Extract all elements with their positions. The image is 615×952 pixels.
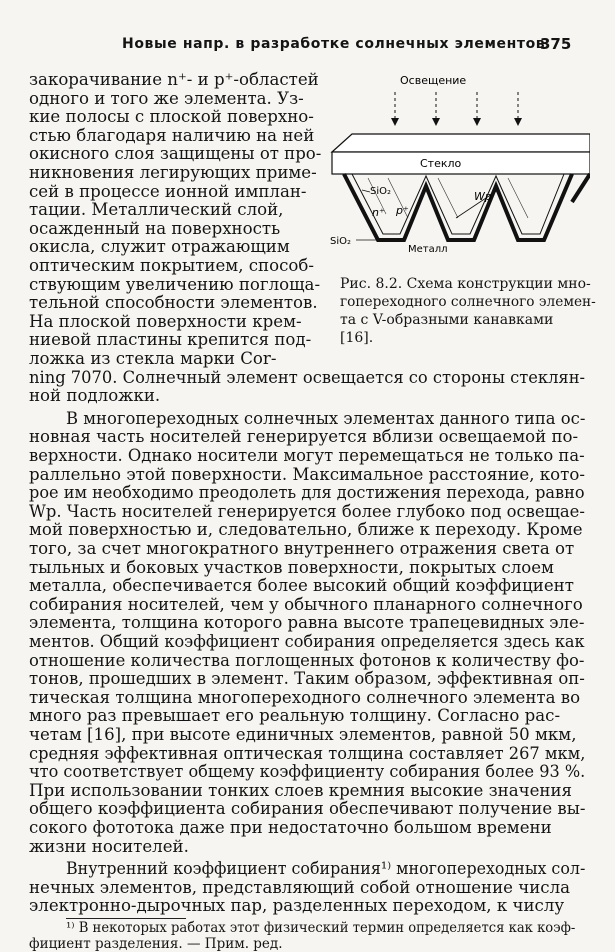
figure-label-p: p⁺ [396,204,409,217]
figure-label-glass: Стекло [420,157,462,170]
figure-diagram [328,68,590,268]
text-line: кие полосы с плоской поверхно- [29,107,314,127]
text-line: нечных элементов, представляющий собой отношение числа [29,877,570,897]
figure-caption-line: [16]. [340,330,374,346]
text-line: рое им необходимо преодолеть для достижения перехода, равно [29,483,585,503]
text-line: стью благодаря наличию на ней [29,125,315,145]
text-line: общего коэффициента собирания обеспечивают получение вы- [29,799,586,819]
text-line: При использовании тонких слоев кремния высокие значения [29,780,573,800]
footnote-line: фициент разделения. — Прим. ред. [29,936,283,952]
metal-edge [572,174,590,202]
footnote-rule [66,918,186,919]
text-line: сей в процессе ионной имплан- [29,181,307,201]
text-line: ложка из стекла марки Cor- [29,349,277,368]
text-line: Wp. Часть носителей генерируется более глубоко под освещае- [29,501,585,521]
figure-caption-line: Рис. 8.2. Схема конструкции мно- [340,276,591,292]
text-line: того, за счет многократного внутреннего отражения света от [29,539,575,558]
text-line: тыльных и боковых участков поверхности, покрытых слоем [29,557,554,577]
light-arrows [395,92,518,120]
footnote-line: ¹⁾ В некоторых работах этот физический термин определяется как коэф- [66,920,576,937]
text-line: ning 7070. Солнечный элемент освещается со стороны стеклян- [29,367,586,387]
oxide-layer [352,174,564,234]
text-line: Внутренний коэффициент собирания¹⁾ многопереходных сол- [66,859,586,879]
text-line: окисного слоя защищены от про- [29,144,322,164]
text-line: тическая толщина многопереходного солнечного элемента во [29,687,581,707]
figure-label-sio2-left: SiO₂ [330,236,352,247]
text-line: собирания носителей, чем у обычного планарного солнечного [29,594,583,614]
text-line: ной подложки. [29,386,161,406]
text-line: мой поверхностью и, следовательно, ближе к переходу. Кроме [29,520,583,540]
text-line: окисла, служит отражающим [29,237,290,257]
figure-caption-line: та с V-образными канавками [340,312,554,328]
arrow-heads [391,118,522,126]
text-line: закорачивание n⁺- и p⁺-областей [29,70,319,89]
text-line: ментов. Общий коэффициент собирания определяется здесь как [29,632,585,651]
text-line: раллельно этой поверхности. Максимальное расстояние, кото- [29,464,585,484]
text-line: сокого фототока даже при недостаточно большом времени [29,818,552,837]
text-line: что соответствует общему коэффициенту собирания более 93 %. [29,762,586,782]
text-line: тонов, прошедших в элемент. Таким образом, эффективная оп- [29,669,585,689]
figure-label-wp: Wp [474,190,492,203]
text-line: ниевой пластины крепится под- [29,330,312,350]
text-line: ствующим увеличению поглоща- [29,274,321,294]
text-line: тации. Металлический слой, [29,200,284,220]
text-line: одного и того же элемента. Уз- [29,88,304,108]
figure-v-groove-cell [328,68,590,268]
text-line: осажденный на поверхность [29,218,281,238]
text-line: много раз превышает его реальную толщину. Согласно рас- [29,706,561,726]
text-line: тельной способности элементов. [29,293,318,313]
text-line: оптическим покрытием, способ- [29,256,314,275]
text-line: средняя эффективная оптическая толщина составляет 267 мкм, [29,743,586,763]
figure-label-metal: Металл [408,244,448,255]
figure-label-light: Освещение [400,74,467,87]
text-line: новная часть носителей генерируется вблизи освещаемой по- [29,427,579,447]
glass-top-face [332,134,590,152]
figure-label-n: n⁺ [372,206,385,219]
text-line: верхности. Однако носители могут перемещаться не только па- [29,446,585,465]
text-line: никновения легирующих приме- [29,163,317,182]
si-hatching [368,178,528,218]
text-line: четам [16], при высоте единичных элементов, равной 50 мкм, [29,725,577,744]
text-line: На плоской поверхности крем- [29,311,302,331]
text-line: электронно-дырочных пар, разделенных переходом, к числу [29,896,565,916]
text-line: В многопереходных солнечных элементах данного типа ос- [66,408,586,428]
text-line: элемента, толщина которого равна высоте трапецевидных эле- [29,613,585,633]
text-line: жизни носителей. [29,836,189,856]
running-header-title: Новые напр. в разработке солнечных элементов [122,36,546,52]
text-line: отношение количества поглощенных фотонов к количеству фо- [29,650,585,670]
figure-caption-line: гопереходного солнечного элемен- [340,294,596,310]
page-number: 375 [540,35,572,53]
figure-label-sio2-top: SiO₂ [370,186,392,197]
text-line: металла, обеспечивается более высокий общий коэффициент [29,576,574,596]
